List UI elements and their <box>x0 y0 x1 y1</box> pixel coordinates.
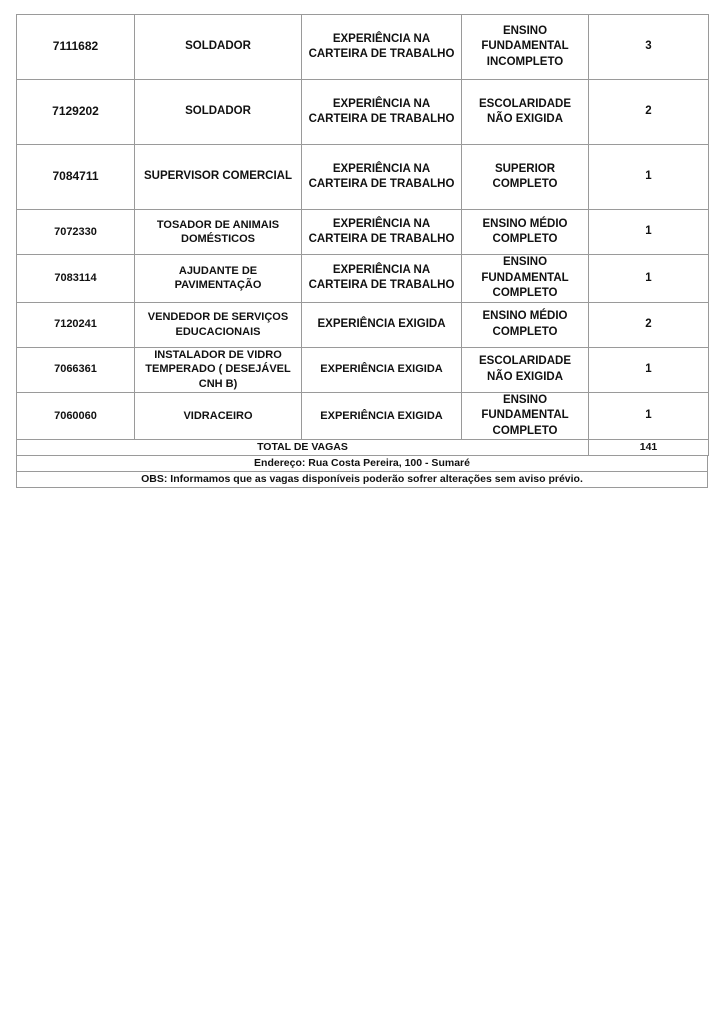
job-education: ENSINO MÉDIO COMPLETO <box>462 210 589 255</box>
job-role: VENDEDOR DE SERVIÇOS EDUCACIONAIS <box>135 302 302 347</box>
job-table <box>16 14 709 440</box>
job-experience: EXPERIÊNCIA NA CARTEIRA DE TRABALHO <box>302 255 462 303</box>
job-vacancies: 1 <box>589 347 709 392</box>
job-vacancies: 3 <box>589 15 709 80</box>
table-row <box>17 15 709 80</box>
job-role: INSTALADOR DE VIDRO TEMPERADO ( DESEJÁVEL CNH B) <box>135 347 302 392</box>
job-code: 7066361 <box>17 347 135 392</box>
job-vacancies: 2 <box>589 80 709 145</box>
job-education: ENSINO FUNDAMENTAL INCOMPLETO <box>462 15 589 80</box>
table-row <box>17 392 709 440</box>
job-education: ENSINO FUNDAMENTAL COMPLETO <box>462 255 589 303</box>
job-role: VIDRACEIRO <box>135 392 302 440</box>
table-row <box>17 145 709 210</box>
job-code: 7083114 <box>17 255 135 303</box>
job-experience: EXPERIÊNCIA NA CARTEIRA DE TRABALHO <box>302 210 462 255</box>
total-label: TOTAL DE VAGAS <box>17 440 589 456</box>
job-code: 7129202 <box>17 80 135 145</box>
total-value: 141 <box>589 440 709 456</box>
job-code: 7120241 <box>17 302 135 347</box>
job-role: AJUDANTE DE PAVIMENTAÇÃO <box>135 255 302 303</box>
job-education: ENSINO MÉDIO COMPLETO <box>462 302 589 347</box>
job-vacancies: 1 <box>589 145 709 210</box>
table-row <box>17 347 709 392</box>
job-role: SUPERVISOR COMERCIAL <box>135 145 302 210</box>
job-code: 7072330 <box>17 210 135 255</box>
job-role: SOLDADOR <box>135 15 302 80</box>
job-experience: EXPERIÊNCIA EXIGIDA <box>302 347 462 392</box>
job-education: SUPERIOR COMPLETO <box>462 145 589 210</box>
table-row <box>17 210 709 255</box>
note-row <box>17 472 708 488</box>
job-vacancies: 1 <box>589 210 709 255</box>
total-table <box>16 440 709 456</box>
table-row <box>17 255 709 303</box>
address-row <box>17 456 708 472</box>
job-experience: EXPERIÊNCIA NA CARTEIRA DE TRABALHO <box>302 15 462 80</box>
total-row <box>17 440 709 456</box>
job-vacancies: 1 <box>589 392 709 440</box>
job-code: 7084711 <box>17 145 135 210</box>
job-experience: EXPERIÊNCIA EXIGIDA <box>302 392 462 440</box>
job-education: ESCOLARIDADE NÃO EXIGIDA <box>462 80 589 145</box>
job-experience: EXPERIÊNCIA NA CARTEIRA DE TRABALHO <box>302 80 462 145</box>
job-experience: EXPERIÊNCIA EXIGIDA <box>302 302 462 347</box>
job-experience: EXPERIÊNCIA NA CARTEIRA DE TRABALHO <box>302 145 462 210</box>
job-vacancies: 1 <box>589 255 709 303</box>
job-listing-sheet <box>16 14 708 488</box>
job-role: TOSADOR DE ANIMAIS DOMÉSTICOS <box>135 210 302 255</box>
job-code: 7060060 <box>17 392 135 440</box>
note-text: OBS: Informamos que as vagas disponíveis poderão sofrer alterações sem aviso prévio. <box>17 472 708 488</box>
job-role: SOLDADOR <box>135 80 302 145</box>
job-vacancies: 2 <box>589 302 709 347</box>
table-row <box>17 80 709 145</box>
info-table <box>16 456 708 488</box>
table-row <box>17 302 709 347</box>
job-education: ENSINO FUNDAMENTAL COMPLETO <box>462 392 589 440</box>
job-code: 7111682 <box>17 15 135 80</box>
job-education: ESCOLARIDADE NÃO EXIGIDA <box>462 347 589 392</box>
address-text: Endereço: Rua Costa Pereira, 100 - Sumaré <box>17 456 708 472</box>
